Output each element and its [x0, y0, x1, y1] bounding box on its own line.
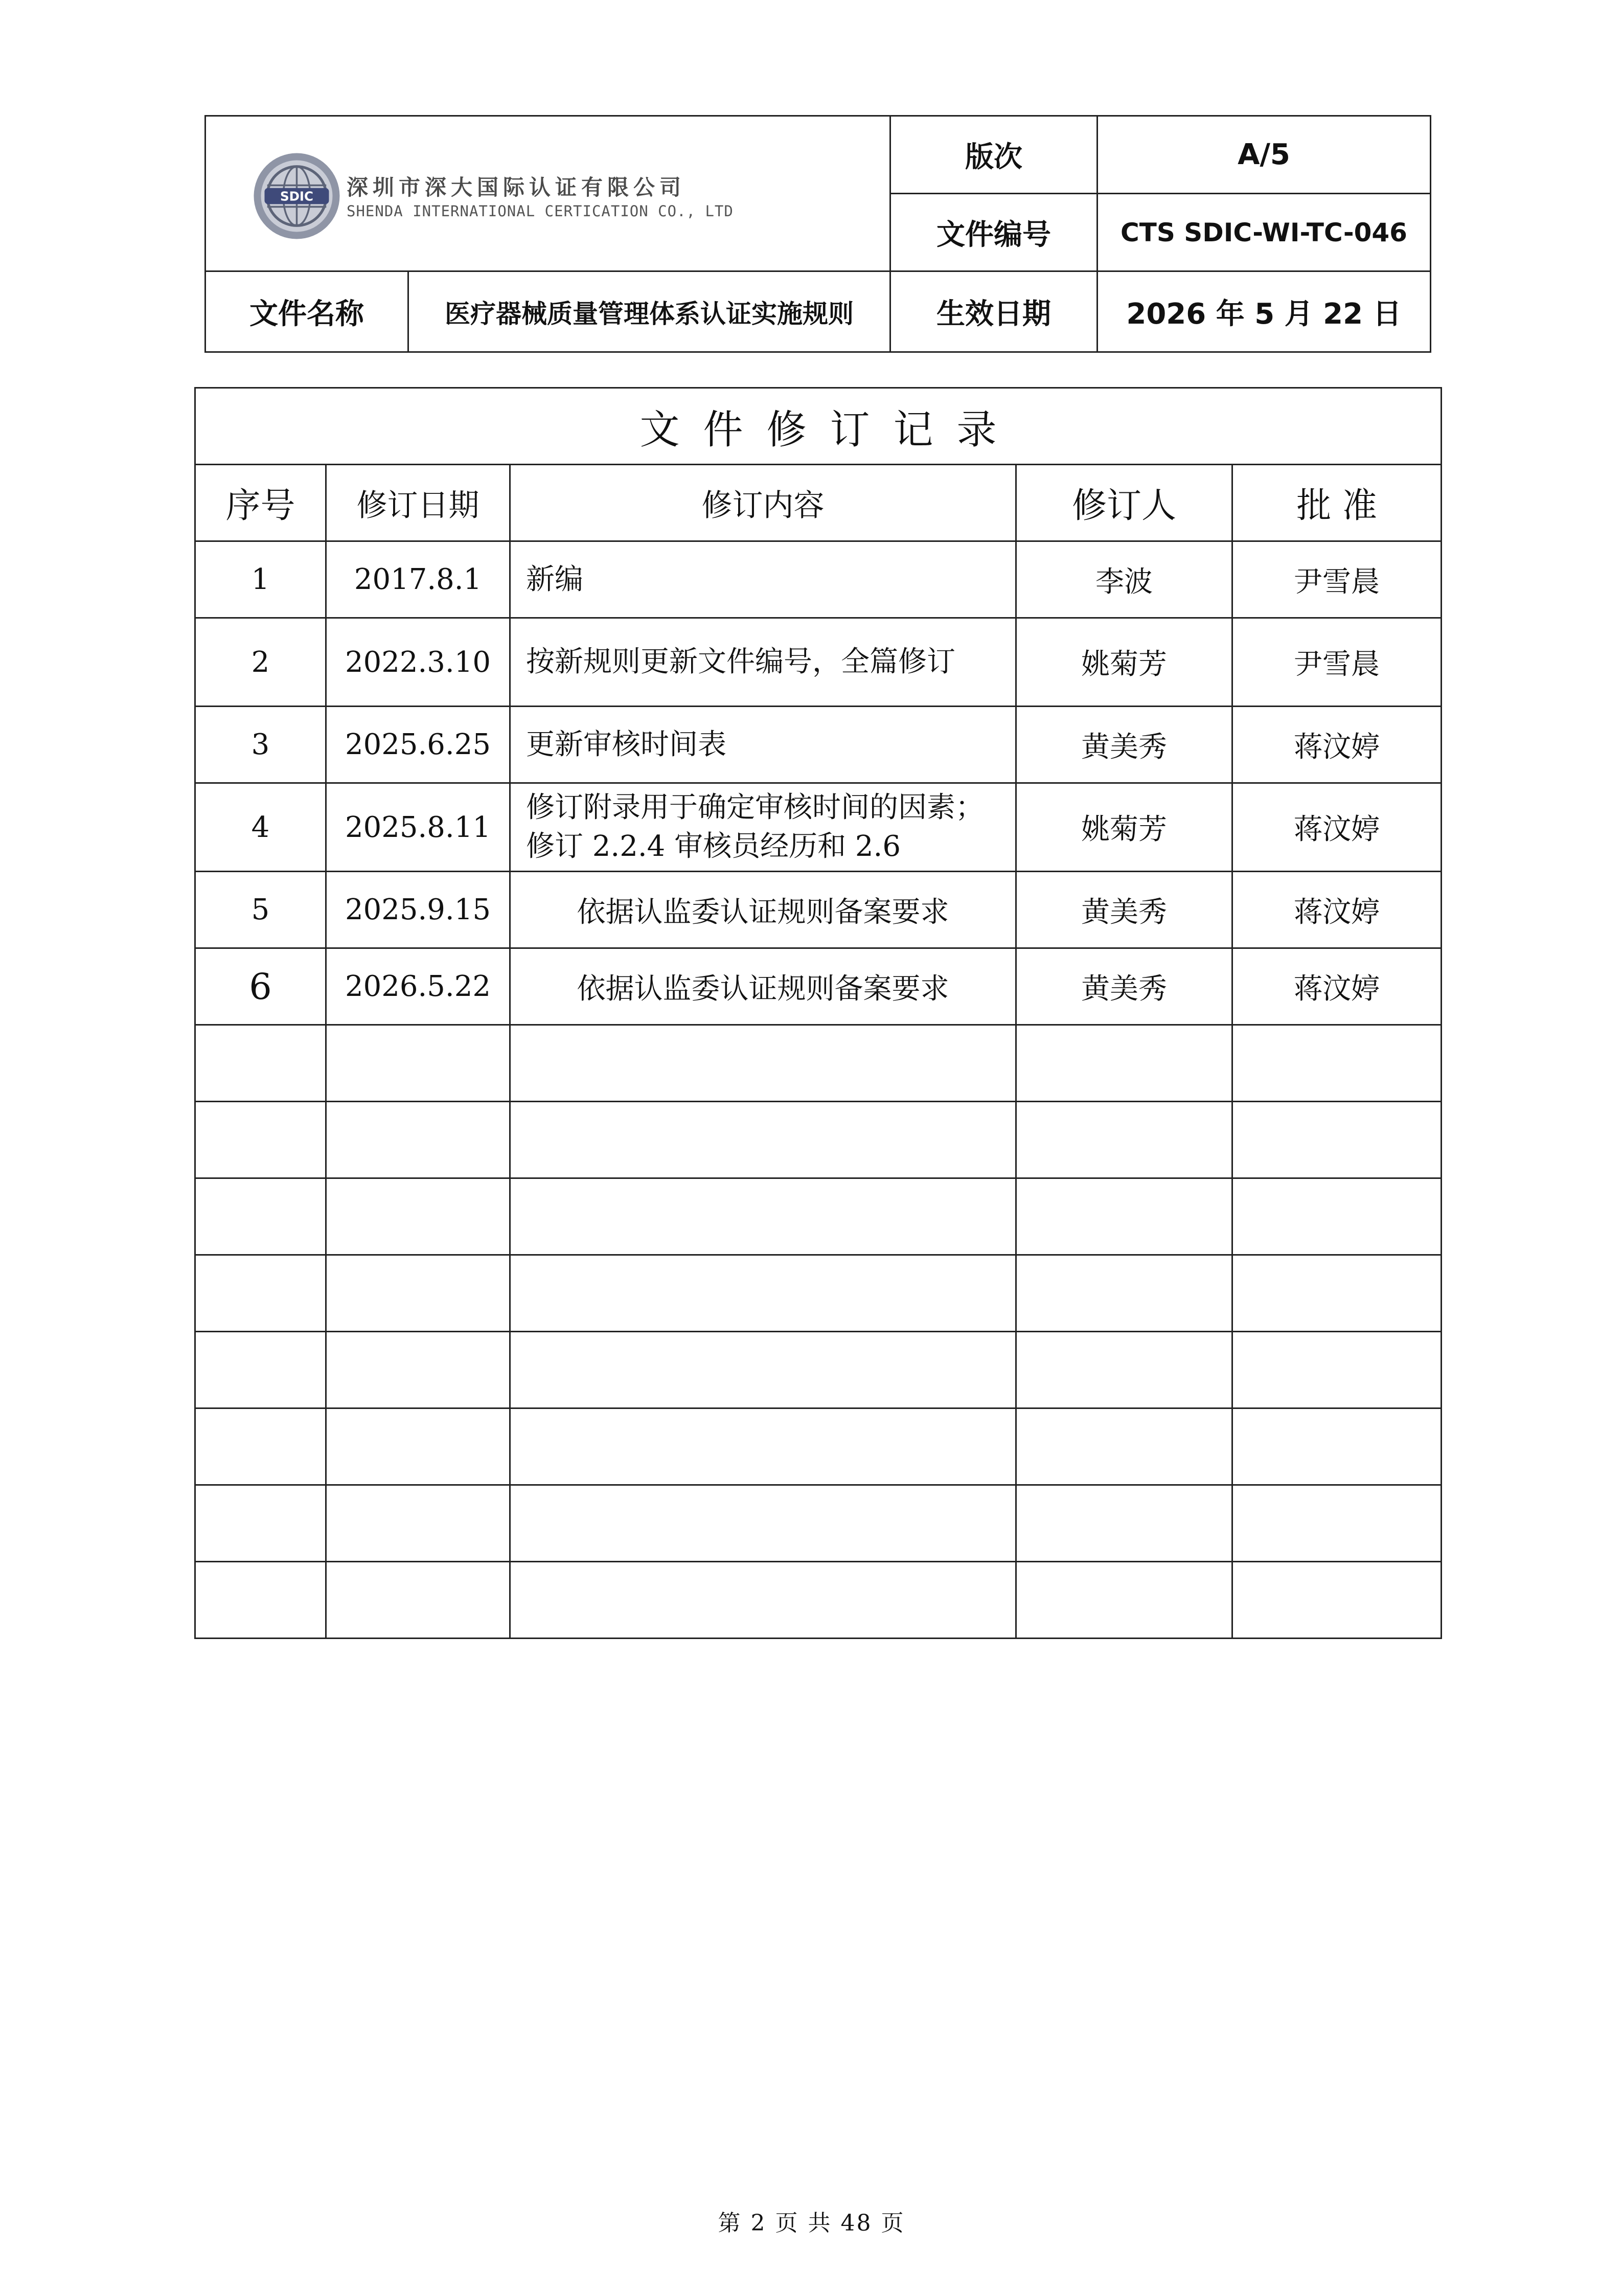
version-value: A/5: [1098, 116, 1431, 194]
row-approver: 尹雪晨: [1232, 618, 1442, 707]
revision-table-title: 文件修订记录: [195, 388, 1442, 465]
row-content: 依据认监委认证规则备案要求: [510, 948, 1016, 1025]
table-row: [195, 872, 1442, 948]
row-approver: 蒋汶婷: [1232, 948, 1442, 1025]
doc-name-value: 医疗器械质量管理体系认证实施规则: [408, 271, 890, 352]
row-content: 按新规则更新文件编号，全篇修订: [510, 618, 1016, 707]
row-approver: 蒋汶婷: [1232, 707, 1442, 783]
row-seq: 6: [195, 948, 326, 1025]
column-header-reviser: 修订人: [1016, 465, 1232, 541]
row-date: 2025.6.25: [326, 707, 510, 783]
company-logo-cell: [205, 116, 890, 271]
company-name-cn: 深圳市深大国际认证有限公司: [347, 175, 686, 200]
effective-date-value: 2026 年 5 月 22 日: [1098, 271, 1431, 352]
row-seq: 2: [195, 618, 326, 707]
empty-table-row: [195, 1025, 1442, 1102]
company-logo: [252, 151, 763, 243]
row-date: 2026.5.22: [326, 948, 510, 1025]
column-header-date: 修订日期: [326, 465, 510, 541]
column-header-content: 修订内容: [510, 465, 1016, 541]
effective-date-label: 生效日期: [890, 271, 1098, 352]
table-row: [195, 783, 1442, 872]
row-date: 2022.3.10: [326, 618, 510, 707]
row-date: 2025.9.15: [326, 872, 510, 948]
empty-table-row: [195, 1255, 1442, 1332]
table-row: [195, 618, 1442, 707]
column-header-seq: 序号: [195, 465, 326, 541]
row-approver: 蒋汶婷: [1232, 872, 1442, 948]
doc-name-label: 文件名称: [205, 271, 408, 352]
row-reviser: 姚菊芳: [1016, 783, 1232, 872]
empty-table-row: [195, 1408, 1442, 1485]
empty-table-row: [195, 1485, 1442, 1562]
row-approver: 蒋汶婷: [1232, 783, 1442, 872]
version-label: 版次: [890, 116, 1098, 194]
empty-table-row: [195, 1102, 1442, 1178]
table-row: [195, 948, 1442, 1025]
empty-table-row: [195, 1178, 1442, 1255]
row-reviser: 黄美秀: [1016, 707, 1232, 783]
company-emblem-icon: [252, 151, 341, 241]
row-seq: 4: [195, 783, 326, 872]
row-content: 新编: [510, 541, 1016, 618]
document-header: [204, 115, 1431, 353]
empty-table-row: [195, 1562, 1442, 1639]
row-reviser: 姚菊芳: [1016, 618, 1232, 707]
logo-text: SDIC: [280, 189, 314, 204]
doc-number-label: 文件编号: [890, 194, 1098, 271]
table-row: [195, 707, 1442, 783]
row-reviser: 李波: [1016, 541, 1232, 618]
row-seq: 5: [195, 872, 326, 948]
doc-number-value: CTS SDIC-WI-TC-046: [1098, 194, 1431, 271]
revision-record-table: [194, 387, 1442, 1639]
empty-table-row: [195, 1332, 1442, 1408]
page-number-footer: 第 2 页 共 48 页: [718, 2210, 905, 2236]
row-date: 2025.8.11: [326, 783, 510, 872]
row-approver: 尹雪晨: [1232, 541, 1442, 618]
row-reviser: 黄美秀: [1016, 872, 1232, 948]
row-date: 2017.8.1: [326, 541, 510, 618]
column-header-approver: 批 准: [1232, 465, 1442, 541]
row-seq: 3: [195, 707, 326, 783]
row-content: 更新审核时间表: [510, 707, 1016, 783]
table-row: [195, 541, 1442, 618]
row-content: 修订附录用于确定审核时间的因素；修订 2.2.4 审核员经历和 2.6: [510, 783, 1016, 872]
company-name-en: SHENDA INTERNATIONAL CERTICATION CO., LTD: [347, 202, 734, 220]
row-reviser: 黄美秀: [1016, 948, 1232, 1025]
row-seq: 1: [195, 541, 326, 618]
row-content: 依据认监委认证规则备案要求: [510, 872, 1016, 948]
